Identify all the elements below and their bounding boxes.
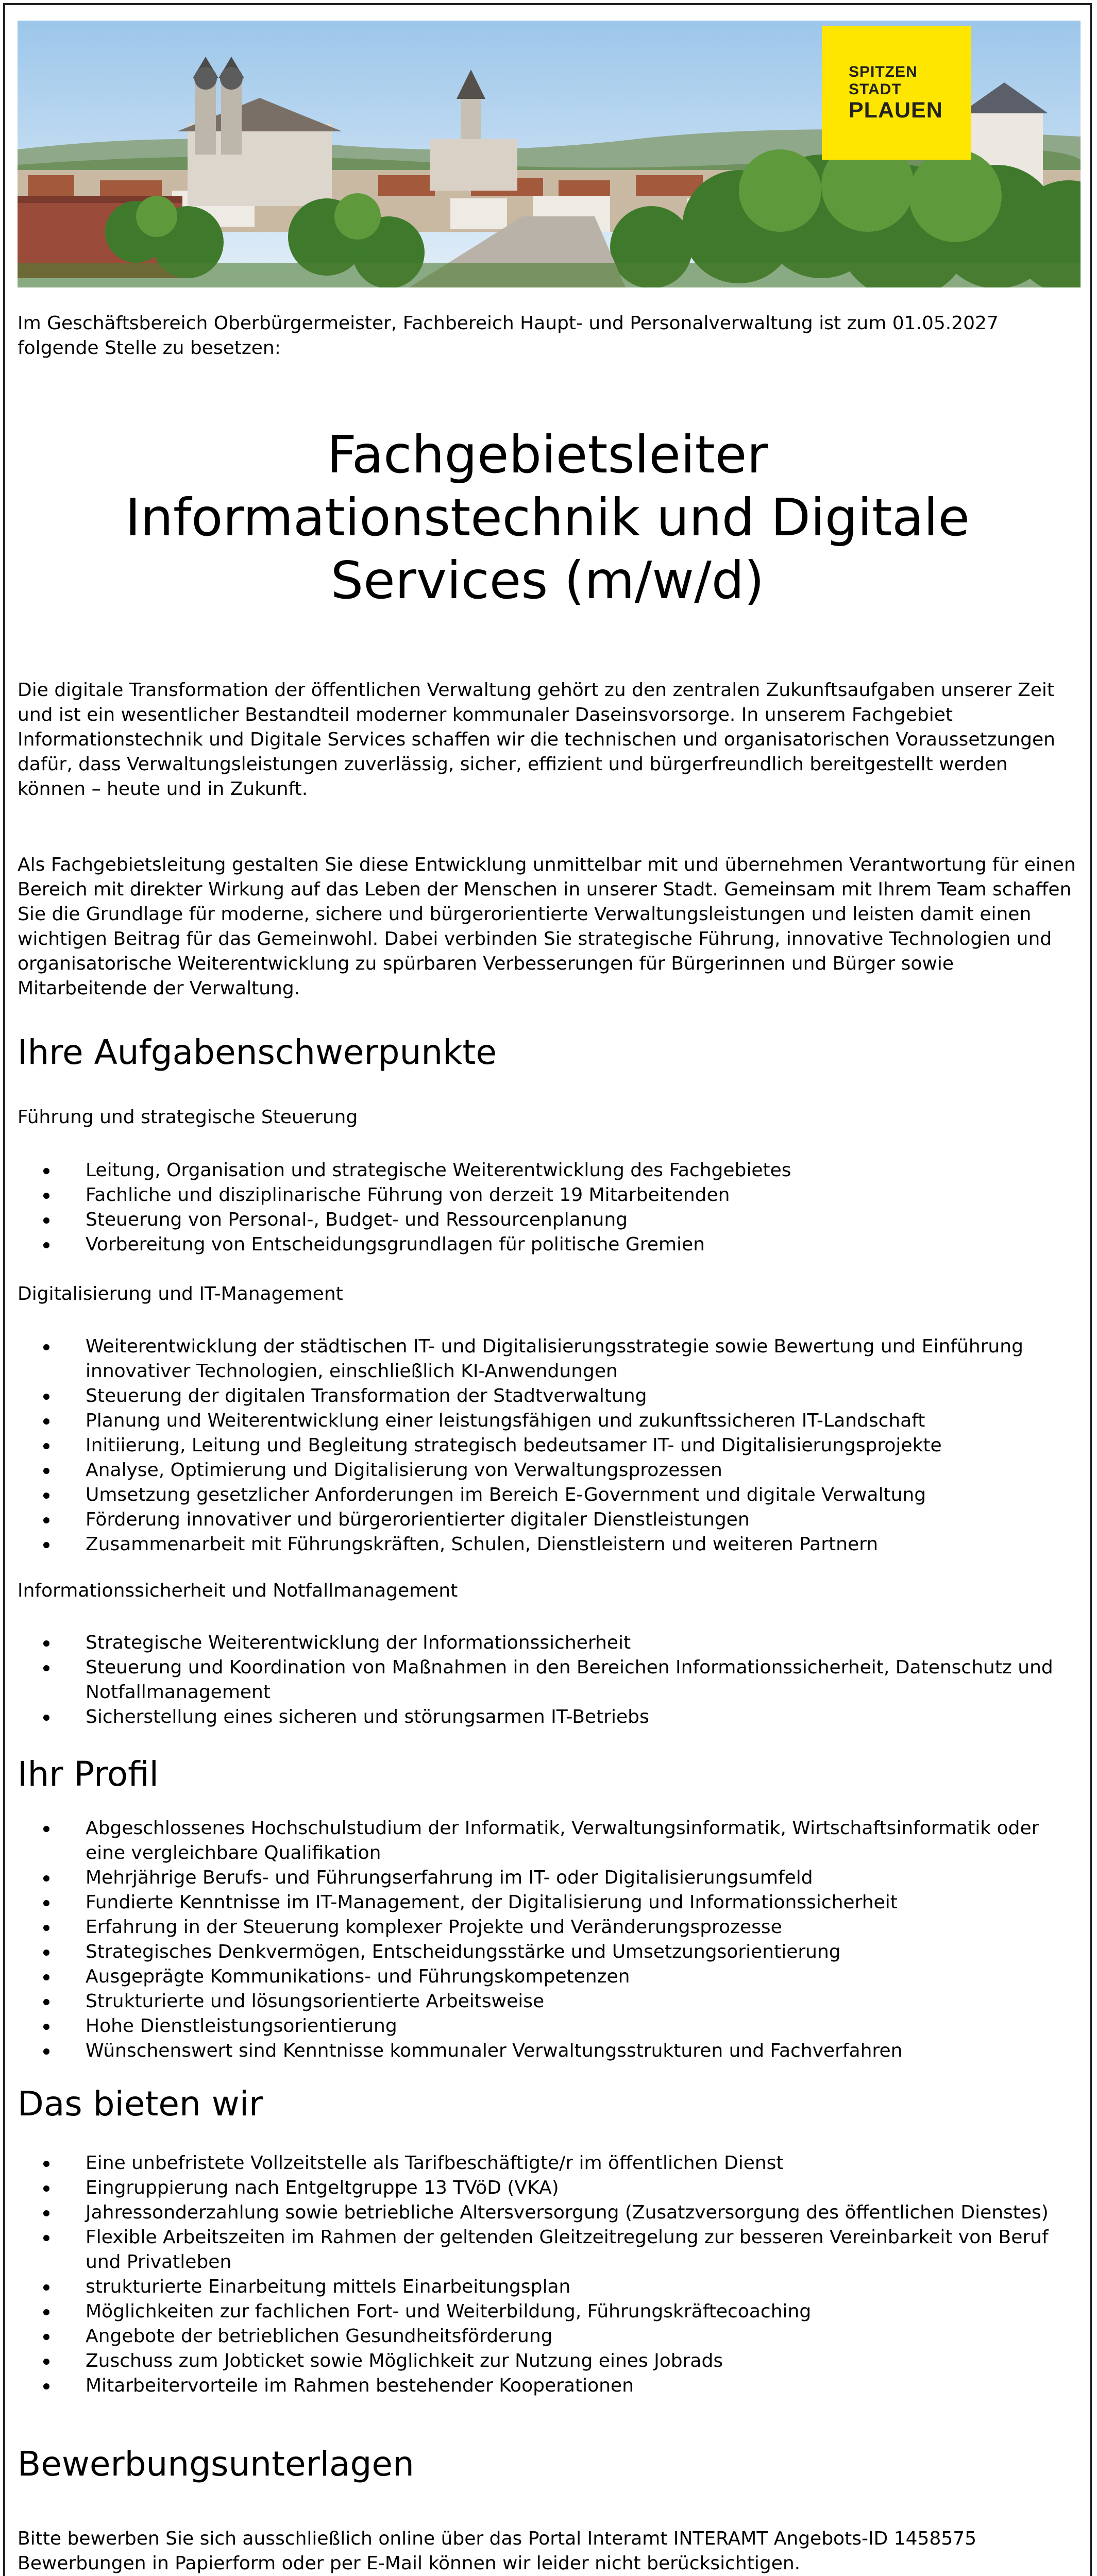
job-posting-page [3,3,1092,2576]
list-item: Strategisches Denkvermögen, Entscheidungsstärke und Umsetzungsorientierung [86,1940,1077,1964]
list-item: Flexible Arbeitszeiten im Rahmen der geltenden Gleitzeitregelung zur besseren Vereinbarkeit von Beruf und Privatleben [86,2225,1077,2275]
offer-heading: Das bieten wir [18,2084,263,2124]
list-item: Eingruppierung nach Entgeltgruppe 13 TVöD (VKA) [86,2176,1077,2200]
list-item: Erfahrung in der Steuerung komplexer Projekte und Veränderungsprozesse [86,1915,1077,1940]
job-title-line-1: Fachgebietsleiter [327,425,768,485]
list-item: Zusammenarbeit mit Führungskräften, Schulen, Dienstleistern und weiteren Partnern [86,1532,1077,1557]
list-item: Fachliche und disziplinarische Führung von derzeit 19 Mitarbeitenden [86,1183,1077,1208]
list-item: Strukturierte und lösungsorientierte Arbeitsweise [86,1989,1077,2014]
list-item: Ausgeprägte Kommunikations- und Führungskompetenzen [86,1964,1077,1989]
intro-paragraph-role: Als Fachgebietsleitung gestalten Sie diese Entwicklung unmittelbar mit und übernehmen Verantwortung für einen Bereich mit direkter Wirkung auf das Leben der Menschen in unserer Stadt. Gemeinsam mit Ihrem Team schaffen Sie die Grundlage für moderne, sichere und bürgerorientierte Verwaltungsleistungen und leisten damit einen wichtigen Beitrag für das Gemeinwohl. Dabei verbinden Sie strategische Führung, innovative Technologien und organisatorische Weiterentwicklung zu spürbaren Verbesserungen für Bürgerinnen und Bürger sowie Mitarbeitende der Verwaltung. [18,854,1076,999]
list-item: Steuerung der digitalen Transformation der Stadtverwaltung [86,1384,1077,1409]
intro-paragraph-transformation: Die digitale Transformation der öffentlichen Verwaltung gehört zu den zentralen Zukunftsaufgaben unserer Zeit und ist ein wesentlicher Bestandteil moderner kommunaler Daseinsvorsorge. In unserem Fachgebiet Informationstechnik und Digitale Services schaffen wir die technischen und organisatorischen Voraussetzungen dafür, dass Verwaltungsleistungen zuverlässig, sicher, effizient und bürgerfreundlich bereitgestellt werden können – heute und in Zukunft. [18,680,1055,800]
logo-line-2: STADT [849,81,902,98]
logo-line-1: SPITZEN [849,63,918,80]
list-item: Jahressonderzahlung sowie betriebliche Altersversorgung (Zusatzversorgung des öffentlichen Dienstes) [86,2200,1077,2225]
intro-text: Im Geschäftsbereich Oberbürgermeister, Fachbereich Haupt- und Personalverwaltung ist zum 01.05.2027 folgende Stelle zu besetzen: [18,313,999,359]
list-item: Wünschenswert sind Kenntnisse kommunaler Verwaltungsstrukturen und Fachverfahren [86,2039,1077,2063]
offer-list [18,2151,1077,2398]
list-item: Hohe Dienstleistungsorientierung [86,2014,1077,2039]
list-item: Fundierte Kenntnisse im IT-Management, der Digitalisierung und Informationssicherheit [86,1890,1077,1915]
spitzenstadt-plauen-logo [822,26,971,160]
list-item: Steuerung von Personal-, Budget- und Ressourcenplanung [86,1208,1077,1232]
list-item: Steuerung und Koordination von Maßnahmen in den Bereichen Informationssicherheit, Datenschutz und Notfallmanagement [86,1655,1077,1705]
profile-heading: Ihr Profil [18,1754,159,1794]
task-group-title-leadership: Führung und strategische Steuerung [18,1107,358,1128]
list-item: Leitung, Organisation und strategische Weiterentwicklung des Fachgebietes [86,1158,1077,1183]
list-item: strukturierte Einarbeitung mittels Einarbeitungsplan [86,2275,1077,2299]
list-item: Mitarbeitervorteile im Rahmen bestehender Kooperationen [86,2374,1077,2398]
job-title [82,423,1012,612]
profile-list [18,1816,1077,2063]
list-item: Möglichkeiten zur fachlichen Fort- und Weiterbildung, Führungskräftecoaching [86,2299,1077,2324]
task-list-security [18,1631,1077,1730]
list-item: Strategische Weiterentwicklung der Informationssicherheit [86,1631,1077,1655]
list-item: Abgeschlossenes Hochschulstudium der Informatik, Verwaltungsinformatik, Wirtschaftsinformatik oder eine vergleichbare Qualifikation [86,1816,1077,1866]
task-group-title-digitalization: Digitalisierung und IT-Management [18,1283,343,1304]
job-title-line-3: Services (m/w/d) [330,550,765,611]
list-item: Planung und Weiterentwicklung einer leistungsfähigen und zukunftssicheren IT-Landschaft [86,1409,1077,1433]
application-paper-note: Bewerbungen in Papierform oder per E-Mail können wir leider nicht berücksichtigen. [18,2553,801,2574]
list-item: Zuschuss zum Jobticket sowie Möglichkeit zur Nutzung eines Jobrads [86,2349,1077,2374]
list-item: Sicherstellung eines sicheren und störungsarmen IT-Betriebs [86,1705,1077,1730]
list-item: Mehrjährige Berufs- und Führungserfahrung im IT- oder Digitalisierungsumfeld [86,1866,1077,1890]
task-list-leadership [18,1158,1077,1257]
list-item: Eine unbefristete Vollzeitstelle als Tarifbeschäftigte/r im öffentlichen Dienst [86,2151,1077,2176]
list-item: Umsetzung gesetzlicher Anforderungen im Bereich E-Government und digitale Verwaltung [86,1483,1077,1507]
tasks-heading: Ihre Aufgabenschwerpunkte [18,1032,497,1072]
city-panorama-image [18,21,1081,287]
logo-line-3: PLAUEN [849,98,943,123]
list-item: Angebote der betrieblichen Gesundheitsförderung [86,2324,1077,2349]
list-item: Weiterentwicklung der städtischen IT- und Digitalisierungsstrategie sowie Bewertung und Einführung innovativer Technologien, einschließlich KI-Anwendungen [86,1334,1077,1384]
list-item: Förderung innovativer und bürgerorientierter digitaler Dienstleistungen [86,1507,1077,1532]
list-item: Initiierung, Leitung und Begleitung strategisch bedeutsamer IT- und Digitalisierungsprojekte [86,1433,1077,1458]
application-heading: Bewerbungsunterlagen [18,2444,414,2484]
task-list-digitalization [18,1334,1077,1557]
task-group-title-security: Informationssicherheit und Notfallmanagement [18,1580,458,1601]
job-title-line-2: Informationstechnik und Digitale [125,487,970,548]
list-item: Vorbereitung von Entscheidungsgrundlagen für politische Gremien [86,1232,1077,1257]
application-instructions: Bitte bewerben Sie sich ausschließlich online über das Portal Interamt INTERAMT Angebots-ID 1458575 [18,2528,977,2549]
list-item: Analyse, Optimierung und Digitalisierung von Verwaltungsprozessen [86,1458,1077,1483]
